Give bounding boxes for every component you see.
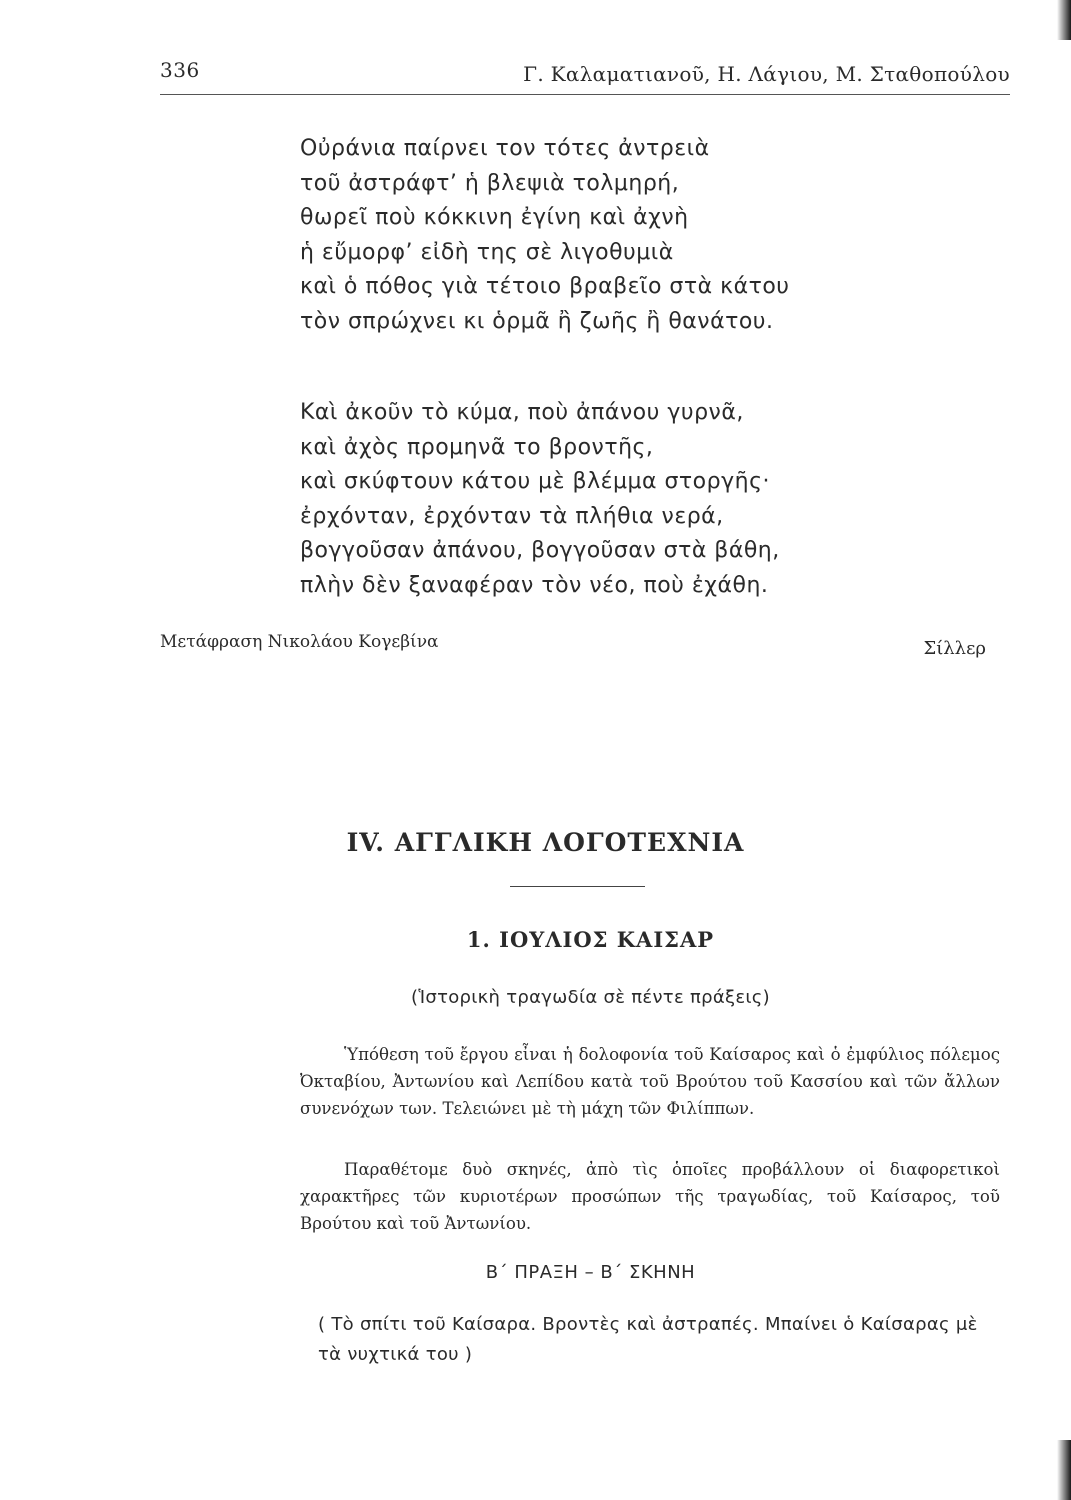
poem-author: Σίλλερ [923, 638, 986, 659]
poem-line: Καὶ ἀκοῦν τὸ κύμα, ποὺ ἀπάνου γυρνᾶ, [300, 400, 744, 425]
stage-direction: ( Τὸ σπίτι τοῦ Καίσαρα. Βροντὲς καὶ ἀστραπές. Μπαίνει ὁ Καίσαρας μὲ τὰ νυχτικά του ) [318, 1314, 978, 1365]
poem-line: καὶ ὁ πόθος γιὰ τέτοιο βραβεῖο στὰ κάτου [300, 274, 790, 300]
poem-line: ἡ εὔμορφ’ εἰδὴ της σὲ λιγοθυμιὰ [300, 239, 674, 265]
running-head: Γ. Καλαματιανοῦ, Η. Λάγιου, Μ. Σταθοπούλου [523, 62, 1010, 86]
poem-stanza-2 [300, 396, 780, 604]
poem-line: καὶ σκύφτουν κάτου μὲ βλέμμα στοργῆς· [300, 469, 770, 495]
translator-credit: Μετάφραση Νικολάου Κογεβίνα [160, 632, 439, 652]
intro-paragraph [300, 1156, 1000, 1237]
page-edge-shadow [1057, 0, 1071, 40]
paragraph-text: Παραθέτομε δυὸ σκηνές, ἀπὸ τὶς ὁποῖες προβάλλουν οἱ διαφορετικοὶ χαρακτῆρες τῶν κυριοτέρων προσώπων τῆς τραγωδίας, τοῦ Καίσαρος, τοῦ Βρούτου καὶ τοῦ Ἀντωνίου. [300, 1160, 1000, 1233]
chapter-title: IV. ΑΓΓΛΙΚΗ ΛΟΓΟΤΕΧΝΙΑ [346, 828, 745, 857]
poem-line: καὶ ἀχὸς προμηνᾶ το βροντῆς, [300, 434, 654, 460]
poem-line: βογγοῦσαν ἀπάνου, βογγοῦσαν στὰ βάθη, [300, 538, 780, 564]
poem-line: θωρεῖ ποὺ κόκκινη ἐγίνη καὶ ἀχνὴ [300, 205, 689, 231]
poem-line: τὸν σπρώχνει κι ὁρμᾶ ἢ ζωῆς ἢ θανάτου. [300, 308, 774, 334]
page-number: 336 [160, 58, 200, 82]
poem-line: Οὐράνια παίρνει τον τότες ἀντρειὰ [300, 136, 710, 161]
section-title: 1. ΙΟΥΛΙΟΣ ΚΑΙΣΑΡ [466, 927, 715, 952]
synopsis-paragraph [300, 1041, 1000, 1122]
page-edge-shadow [1057, 1440, 1071, 1500]
poem-stanza-1 [300, 132, 790, 340]
poem-line: ἐρχόνταν, ἐρχόνταν τὰ πλήθια νερά, [300, 503, 724, 529]
page-header [160, 58, 1010, 95]
poem-line: πλὴν δὲν ξαναφέραν τὸν νέο, ποὺ ἐχάθη. [300, 572, 769, 598]
section-subtitle: (Ἱστορικὴ τραγωδία σὲ πέντε πράξεις) [411, 987, 770, 1008]
poem-line: τοῦ ἀστράφτ’ ἡ βλεψιὰ τολμηρή, [300, 170, 680, 196]
act-scene-heading: Β΄ ΠΡΑΞΗ – Β΄ ΣΚΗΝΗ [485, 1262, 696, 1283]
paragraph-text: Ὑπόθεση τοῦ ἔργου εἶναι ἡ δολοφονία τοῦ Καίσαρος καὶ ὁ ἐμφύλιος πόλεμος Ὀκταβίου, Ἀντωνίου καὶ Λεπίδου κατὰ τοῦ Βρούτου τοῦ Κασσίου καὶ τῶν ἄλλων συνενόχων των. Τελειώνει μὲ τὴ μάχη τῶν Φιλίππων. [300, 1045, 1000, 1118]
divider [510, 886, 645, 887]
